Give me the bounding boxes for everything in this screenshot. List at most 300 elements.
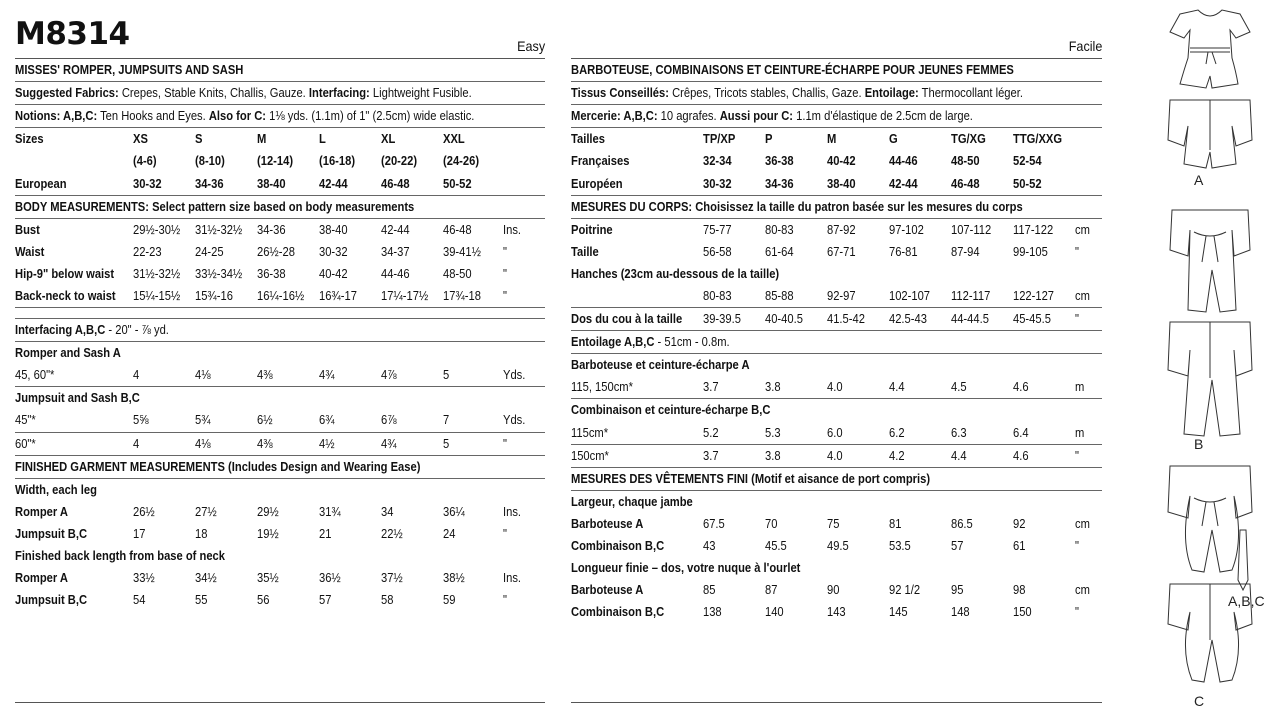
table-row bbox=[571, 513, 1102, 535]
table-cell: cm bbox=[1075, 285, 1102, 308]
table-cell: 61 bbox=[1013, 538, 1026, 554]
table-row bbox=[571, 285, 1102, 308]
table-cell bbox=[503, 172, 545, 195]
table-cell: 6.4 bbox=[1013, 422, 1075, 445]
table-cell: 34-36 bbox=[195, 172, 257, 195]
body-measurements-table bbox=[15, 219, 545, 308]
table-cell: 50-52 bbox=[443, 172, 503, 195]
table-cell: (8-10) bbox=[195, 153, 225, 169]
table-cell: 98 bbox=[1013, 582, 1026, 598]
table-cell: " bbox=[503, 525, 507, 541]
suggested-fabrics: Suggested Fabrics: Crepes, Stable Knits, Challis, Gauze. Interfacing: Lightweight Fusible. bbox=[15, 82, 545, 105]
divider bbox=[571, 702, 1102, 703]
table-cell: 27½ bbox=[195, 503, 217, 519]
table-cell bbox=[571, 285, 703, 308]
table-cell: 4¾ bbox=[381, 432, 443, 455]
table-cell: 4.4 bbox=[889, 376, 951, 399]
table-cell: 24-25 bbox=[195, 243, 224, 259]
table-cell: 7 bbox=[443, 409, 503, 432]
table-cell: 148 bbox=[951, 604, 970, 620]
table-row bbox=[571, 241, 1102, 263]
table-cell: 5.3 bbox=[765, 422, 827, 445]
table-row bbox=[15, 219, 545, 241]
table-cell: 34½ bbox=[195, 570, 217, 586]
table-cell: 34-37 bbox=[381, 243, 410, 259]
table-cell: 5⅝ bbox=[133, 409, 195, 432]
table-cell: 4¾ bbox=[319, 364, 381, 387]
table-cell: (16-18) bbox=[319, 153, 356, 169]
table-cell: 48-50 bbox=[443, 265, 472, 281]
table-cell: " bbox=[1075, 243, 1079, 259]
table-cell: TP/XP bbox=[703, 131, 736, 147]
body-measurements-table bbox=[571, 219, 1102, 331]
table-cell: 15¼-15½ bbox=[133, 285, 195, 308]
table-cell: 46-48 bbox=[381, 172, 443, 195]
garment-line-drawings bbox=[1140, 0, 1282, 720]
table-cell: Barboteuse A bbox=[571, 515, 644, 531]
table-cell: cm bbox=[1075, 515, 1090, 531]
table-cell: 36½ bbox=[319, 570, 341, 586]
table-cell: (4-6) bbox=[133, 153, 157, 169]
table-row bbox=[15, 567, 545, 589]
table-row bbox=[571, 444, 1102, 467]
table-cell: 97-102 bbox=[889, 221, 924, 237]
notions: Mercerie: A,B,C: 10 agrafes. Aussi pour C: 1.1m d'élastique de 2.5cm de large. bbox=[571, 105, 1102, 128]
table-cell: Combinaison B,C bbox=[571, 604, 665, 620]
table-cell: " bbox=[503, 592, 507, 608]
table-cell bbox=[15, 150, 133, 172]
table-row bbox=[15, 241, 545, 263]
finished-measurements-table bbox=[571, 491, 1102, 624]
suggested-fabrics: Tissus Conseillés: Crêpes, Tricots stables, Challis, Gaze. Entoilage: Thermocollant léger. bbox=[571, 82, 1102, 105]
table-cell: Bust bbox=[15, 221, 40, 237]
table-cell: Ins. bbox=[503, 570, 522, 586]
table-cell: 44-46 bbox=[889, 153, 918, 169]
romper-a-front-drawing bbox=[1170, 10, 1250, 88]
view-b-label: B bbox=[1194, 436, 1204, 452]
table-cell: 5.2 bbox=[703, 422, 765, 445]
table-cell: 48-50 bbox=[951, 153, 980, 169]
table-cell: 138 bbox=[703, 604, 722, 620]
table-cell: 4 bbox=[133, 364, 195, 387]
table-cell: Tailles bbox=[571, 131, 605, 147]
spacer bbox=[15, 308, 545, 319]
table-cell: 31¾ bbox=[319, 503, 341, 519]
table-cell: 40-42 bbox=[319, 265, 348, 281]
table-cell: 46-48 bbox=[951, 172, 1013, 195]
table-cell: 17¾-18 bbox=[443, 285, 503, 308]
table-cell: 3.7 bbox=[703, 376, 765, 399]
table-row bbox=[15, 364, 545, 387]
table-cell: 26½ bbox=[133, 503, 155, 519]
table-cell: " bbox=[503, 265, 507, 281]
table-cell: Romper A bbox=[15, 570, 69, 586]
table-cell: 33½-34½ bbox=[195, 265, 243, 281]
table-cell: 45"* bbox=[15, 409, 133, 432]
table-cell: 38½ bbox=[443, 570, 465, 586]
table-cell bbox=[1075, 172, 1102, 195]
table-cell: 4.5 bbox=[951, 376, 1013, 399]
table-cell: " bbox=[503, 432, 545, 455]
interfacing-yardage: Interfacing A,B,C - 20" - ⅞ yd. bbox=[15, 319, 545, 342]
table-cell: 39-41½ bbox=[443, 243, 481, 259]
table-cell: 75-77 bbox=[703, 221, 732, 237]
table-cell: 18 bbox=[195, 525, 208, 541]
table-cell: G bbox=[889, 131, 898, 147]
table-cell: XXL bbox=[443, 131, 465, 147]
table-cell: S bbox=[195, 131, 203, 147]
table-row bbox=[15, 150, 545, 172]
table-cell: Back-neck to waist bbox=[15, 285, 133, 308]
table-cell: 4.0 bbox=[827, 376, 889, 399]
table-cell: 54 bbox=[133, 592, 146, 608]
table-cell: 43 bbox=[703, 538, 716, 554]
table-cell: Françaises bbox=[571, 153, 630, 169]
difficulty-level: Easy bbox=[516, 38, 545, 54]
table-cell: 56-58 bbox=[703, 243, 732, 259]
table-cell bbox=[503, 128, 545, 150]
table-cell: 36-38 bbox=[765, 153, 794, 169]
table-cell: 80-83 bbox=[703, 285, 765, 308]
table-cell: 4½ bbox=[319, 432, 381, 455]
table-cell: 38-40 bbox=[827, 172, 889, 195]
table-cell: 40-42 bbox=[827, 153, 856, 169]
table-cell: 4.4 bbox=[951, 444, 1013, 467]
table-cell: 4⅛ bbox=[195, 364, 257, 387]
pattern-number: M8314 bbox=[15, 16, 130, 52]
table-cell: 143 bbox=[827, 604, 846, 620]
table-cell: 6.3 bbox=[951, 422, 1013, 445]
table-cell: cm bbox=[1075, 582, 1090, 598]
table-cell: 29½-30½ bbox=[133, 221, 181, 237]
table-cell: 44-44.5 bbox=[951, 308, 1013, 331]
table-cell: 117-122 bbox=[1013, 221, 1054, 237]
table-cell: Combinaison B,C bbox=[571, 538, 665, 554]
view-abc-label: A,B,C bbox=[1228, 593, 1265, 609]
table-cell: 80-83 bbox=[765, 221, 794, 237]
table-cell: 49.5 bbox=[827, 538, 849, 554]
table-cell: 4⅜ bbox=[257, 364, 319, 387]
table-row bbox=[15, 501, 545, 523]
table-cell: Ins. bbox=[503, 221, 522, 237]
table-cell: " bbox=[1075, 538, 1079, 554]
table-cell: 17¼-17½ bbox=[381, 285, 443, 308]
table-cell: 5 bbox=[443, 432, 503, 455]
difficulty-level: Facile bbox=[1068, 38, 1102, 54]
table-cell: European bbox=[15, 172, 133, 195]
table-cell: 87-94 bbox=[951, 243, 980, 259]
pattern-title: MISSES' ROMPER, JUMPSUITS AND SASH bbox=[15, 59, 545, 82]
table-cell: 34 bbox=[381, 503, 394, 519]
table-cell: 39-39.5 bbox=[703, 308, 765, 331]
table-cell: 35½ bbox=[257, 570, 279, 586]
table-cell: 81 bbox=[889, 515, 902, 531]
table-cell: 4.0 bbox=[827, 444, 889, 467]
table-cell: 6.2 bbox=[889, 422, 951, 445]
table-row bbox=[571, 150, 1102, 172]
table-cell bbox=[1075, 150, 1102, 172]
table-cell: Yds. bbox=[503, 409, 545, 432]
table-cell: 16¾-17 bbox=[319, 285, 381, 308]
table-cell: 53.5 bbox=[889, 538, 911, 554]
table-cell: 6⅞ bbox=[381, 409, 443, 432]
table-cell: 4 bbox=[133, 432, 195, 455]
table-cell: 95 bbox=[951, 582, 964, 598]
view-a-label: A bbox=[1194, 172, 1204, 188]
table-cell: 3.8 bbox=[765, 444, 827, 467]
table-cell: 24 bbox=[443, 525, 456, 541]
table-cell: 145 bbox=[889, 604, 908, 620]
table-cell: 45.5 bbox=[765, 538, 787, 554]
pattern-title: BARBOTEUSE, COMBINAISONS ET CEINTURE-ÉCHARPE POUR JEUNES FEMMES bbox=[571, 59, 1102, 82]
table-cell: Yds. bbox=[503, 364, 545, 387]
table-cell: (24-26) bbox=[443, 153, 480, 169]
table-cell: 3.7 bbox=[703, 444, 765, 467]
table-row bbox=[15, 432, 545, 455]
table-cell: 107-112 bbox=[951, 221, 992, 237]
table-cell: 37½ bbox=[381, 570, 403, 586]
section-title: Jumpsuit and Sash B,C bbox=[15, 390, 140, 406]
size-table bbox=[15, 128, 545, 195]
table-cell: " bbox=[503, 243, 507, 259]
table-cell: XS bbox=[133, 131, 148, 147]
jumpsuit-b-back-drawing bbox=[1168, 322, 1252, 436]
sash-drawing bbox=[1238, 530, 1248, 590]
table-cell: 50-52 bbox=[1013, 172, 1075, 195]
table-cell: 38-40 bbox=[257, 172, 319, 195]
table-row bbox=[571, 308, 1102, 331]
table-cell: 58 bbox=[381, 592, 394, 608]
table-cell: Ins. bbox=[503, 503, 522, 519]
table-cell: 6½ bbox=[257, 409, 319, 432]
table-cell: 112-117 bbox=[951, 285, 1013, 308]
section-title: Width, each leg bbox=[15, 481, 97, 497]
table-row bbox=[15, 263, 545, 285]
table-cell: 76-81 bbox=[889, 243, 918, 259]
table-cell: 30-32 bbox=[133, 172, 195, 195]
table-cell: 115, 150cm* bbox=[571, 376, 703, 399]
table-cell: 42-44 bbox=[889, 172, 951, 195]
table-cell: " bbox=[1075, 444, 1102, 467]
view-c-label: C bbox=[1194, 693, 1205, 709]
table-row bbox=[571, 128, 1102, 150]
yardage-table bbox=[571, 354, 1102, 467]
section-title: Barboteuse et ceinture-écharpe A bbox=[571, 357, 750, 373]
header bbox=[571, 14, 1102, 59]
table-cell: 31½-32½ bbox=[195, 221, 243, 237]
table-row bbox=[571, 422, 1102, 445]
section-title: Romper and Sash A bbox=[15, 345, 121, 361]
table-cell: 87-92 bbox=[827, 221, 856, 237]
table-cell: 30-32 bbox=[703, 172, 765, 195]
table-cell: XL bbox=[381, 131, 396, 147]
table-cell: Romper A bbox=[15, 503, 69, 519]
table-cell: 86.5 bbox=[951, 515, 973, 531]
table-cell: 92-97 bbox=[827, 285, 889, 308]
table-row bbox=[15, 409, 545, 432]
table-row bbox=[15, 172, 545, 195]
divider bbox=[15, 702, 545, 703]
finished-measurements-table bbox=[15, 479, 545, 612]
table-cell: 21 bbox=[319, 525, 332, 541]
table-cell: TTG/XXG bbox=[1013, 131, 1063, 147]
table-cell: 44-46 bbox=[381, 265, 410, 281]
table-cell: 34-36 bbox=[257, 221, 286, 237]
table-cell: 150 bbox=[1013, 604, 1032, 620]
table-row bbox=[15, 285, 545, 308]
table-cell: 4⅞ bbox=[381, 364, 443, 387]
table-cell: 4.2 bbox=[889, 444, 951, 467]
table-cell: 55 bbox=[195, 592, 208, 608]
notions: Notions: A,B,C: Ten Hooks and Eyes. Also for C: 1⅛ yds. (1.1m) of 1" (2.5cm) wide elastic. bbox=[15, 105, 545, 128]
table-row bbox=[571, 172, 1102, 195]
table-cell: 57 bbox=[319, 592, 332, 608]
finished-measurements-title: MESURES DES VÊTEMENTS FINI (Motif et aisance de port compris) bbox=[571, 468, 1102, 491]
table-cell: 67-71 bbox=[827, 243, 856, 259]
section-title: Longueur finie – dos, votre nuque à l'ourlet bbox=[571, 560, 801, 576]
table-cell: Poitrine bbox=[571, 221, 613, 237]
yardage-table bbox=[15, 342, 545, 455]
table-cell: 45, 60"* bbox=[15, 364, 133, 387]
table-cell: 99-105 bbox=[1013, 243, 1048, 259]
table-cell: 45-45.5 bbox=[1013, 308, 1075, 331]
table-cell: 15¾-16 bbox=[195, 285, 257, 308]
section-title: Hanches (23cm au-dessous de la taille) bbox=[571, 265, 780, 281]
table-cell: 115cm* bbox=[571, 422, 703, 445]
table-cell: 87 bbox=[765, 582, 778, 598]
table-cell: 57 bbox=[951, 538, 964, 554]
table-cell: 34-36 bbox=[765, 172, 827, 195]
table-cell: 5 bbox=[443, 364, 503, 387]
jumpsuit-b-front-drawing bbox=[1170, 210, 1250, 312]
technical-drawings bbox=[1140, 0, 1282, 720]
table-cell: 42-44 bbox=[381, 221, 410, 237]
table-cell: 61-64 bbox=[765, 243, 794, 259]
header bbox=[15, 14, 545, 59]
french-column bbox=[571, 14, 1102, 623]
english-column bbox=[15, 14, 545, 611]
table-cell: 16¼-16½ bbox=[257, 285, 319, 308]
table-cell: Jumpsuit B,C bbox=[15, 525, 88, 541]
table-cell: 30-32 bbox=[319, 243, 348, 259]
table-cell: 70 bbox=[765, 515, 778, 531]
table-cell: 59 bbox=[443, 592, 456, 608]
table-row bbox=[571, 579, 1102, 601]
table-cell: Jumpsuit B,C bbox=[15, 592, 88, 608]
table-cell: cm bbox=[1075, 221, 1090, 237]
table-cell bbox=[1075, 128, 1102, 150]
table-cell: 33½ bbox=[133, 570, 155, 586]
table-cell: 40-40.5 bbox=[765, 308, 827, 331]
table-cell: 36¼ bbox=[443, 503, 465, 519]
table-cell: 46-48 bbox=[443, 221, 472, 237]
section-title: Largeur, chaque jambe bbox=[571, 493, 693, 509]
table-cell: 56 bbox=[257, 592, 270, 608]
table-cell bbox=[503, 150, 545, 172]
table-cell: m bbox=[1075, 376, 1102, 399]
table-cell: 36-38 bbox=[257, 265, 286, 281]
table-cell: 3.8 bbox=[765, 376, 827, 399]
table-cell: 22½ bbox=[381, 525, 403, 541]
table-cell: TG/XG bbox=[951, 131, 986, 147]
table-cell: 122-127 bbox=[1013, 285, 1075, 308]
table-cell: 19½ bbox=[257, 525, 279, 541]
table-cell: 32-34 bbox=[703, 153, 732, 169]
table-cell: 4.6 bbox=[1013, 444, 1075, 467]
table-cell: M bbox=[257, 131, 267, 147]
table-cell: m bbox=[1075, 422, 1102, 445]
finished-measurements-title: FINISHED GARMENT MEASUREMENTS (Includes Design and Wearing Ease) bbox=[15, 456, 545, 479]
table-cell: 92 bbox=[1013, 515, 1026, 531]
table-cell: 4⅜ bbox=[257, 432, 319, 455]
table-cell: 102-107 bbox=[889, 285, 951, 308]
body-measurements-title: BODY MEASUREMENTS: Select pattern size based on body measurements bbox=[15, 196, 545, 219]
table-cell: 22-23 bbox=[133, 243, 162, 259]
romper-a-back-drawing bbox=[1168, 100, 1252, 168]
table-cell: 150cm* bbox=[571, 444, 703, 467]
table-cell: 67.5 bbox=[703, 515, 725, 531]
table-cell: 5¾ bbox=[195, 409, 257, 432]
table-cell: Dos du cou à la taille bbox=[571, 308, 703, 331]
table-row bbox=[571, 535, 1102, 557]
table-cell: 60"* bbox=[15, 432, 133, 455]
table-cell: 4.6 bbox=[1013, 376, 1075, 399]
table-cell: (12-14) bbox=[257, 153, 294, 169]
table-cell: 41.5-42 bbox=[827, 308, 889, 331]
table-cell: Taille bbox=[571, 243, 599, 259]
table-cell: 6¾ bbox=[319, 409, 381, 432]
table-cell: Hip-9" below waist bbox=[15, 265, 115, 281]
section-title: Combinaison et ceinture-écharpe B,C bbox=[571, 402, 771, 418]
size-table bbox=[571, 128, 1102, 195]
table-cell: 52-54 bbox=[1013, 153, 1042, 169]
body-measurements-title: MESURES DU CORPS: Choisissez la taille du patron basée sur les mesures du corps bbox=[571, 196, 1102, 219]
table-cell: L bbox=[319, 131, 326, 147]
table-cell: Sizes bbox=[15, 131, 44, 147]
table-cell: 42-44 bbox=[319, 172, 381, 195]
table-row bbox=[15, 589, 545, 611]
section-title: Finished back length from base of neck bbox=[15, 548, 225, 564]
table-row bbox=[571, 376, 1102, 399]
table-cell: 26½-28 bbox=[257, 243, 295, 259]
table-cell: 29½ bbox=[257, 503, 279, 519]
table-cell: Européen bbox=[571, 172, 703, 195]
table-cell: 90 bbox=[827, 582, 840, 598]
table-cell: Waist bbox=[15, 243, 45, 259]
table-cell: 92 1/2 bbox=[889, 582, 921, 598]
table-cell: " bbox=[1075, 308, 1102, 331]
table-cell: 85 bbox=[703, 582, 716, 598]
table-row bbox=[15, 523, 545, 545]
table-cell: 42.5-43 bbox=[889, 308, 951, 331]
interfacing-yardage: Entoilage A,B,C - 51cm - 0.8m. bbox=[571, 331, 1102, 354]
table-cell: 17 bbox=[133, 525, 146, 541]
table-cell: 85-88 bbox=[765, 285, 827, 308]
table-cell: 38-40 bbox=[319, 221, 348, 237]
table-cell: 140 bbox=[765, 604, 784, 620]
table-cell: " bbox=[1075, 604, 1079, 620]
table-cell: P bbox=[765, 131, 773, 147]
table-cell: M bbox=[827, 131, 837, 147]
table-cell: 31½-32½ bbox=[133, 265, 181, 281]
table-cell: (20-22) bbox=[381, 153, 418, 169]
table-row bbox=[571, 219, 1102, 241]
table-cell: 4⅛ bbox=[195, 432, 257, 455]
table-cell: Barboteuse A bbox=[571, 582, 644, 598]
table-cell: " bbox=[503, 285, 545, 308]
table-row bbox=[571, 601, 1102, 623]
table-cell: 75 bbox=[827, 515, 840, 531]
